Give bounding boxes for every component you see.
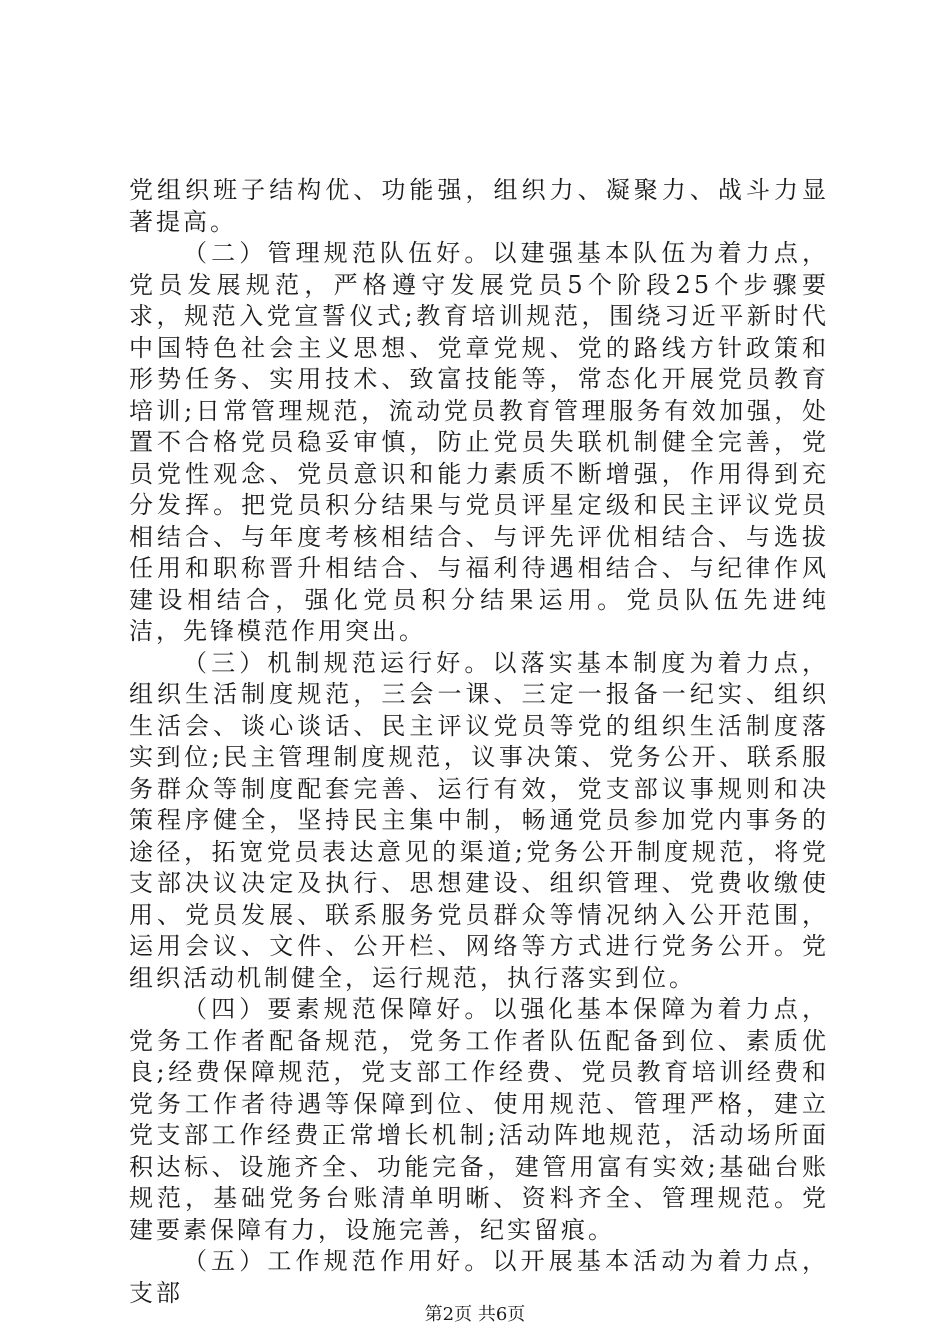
paragraph-1: 党组织班子结构优、功能强，组织力、凝聚力、战斗力显著提高。	[129, 176, 829, 236]
paragraph-3: （三）机制规范运行好。以落实基本制度为着力点，组织生活制度规范，三会一课、三定一报备一纪实、组织生活会、谈心谈话、民主评议党员等党的组织生活制度落实到位;民主管理制度规范，议事决策、党务公开、联系服务群众等制度配套完善、运行有效，党支部议事规则和决策程序健全，坚持民主集中制，畅通党员参加党内事务的途径，拓宽党员表达意见的渠道;党务公开制度规范，将党支部决议决定及执行、思想建设、组织管理、党费收缴使用、党员发展、联系服务党员群众等情况纳入公开范围，运用会议、文件、公开栏、网络等方式进行党务公开。党组织活动机制健全，运行规范，执行落实到位。	[129, 648, 829, 992]
page-footer: 第2页 共6页	[424, 1304, 526, 1325]
paragraph-2: （二）管理规范队伍好。以建强基本队伍为着力点，党员发展规范，严格遵守发展党员5个阶段25个步骤要求，规范入党宣誓仪式;教育培训规范，围绕习近平新时代中国特色社会主义思想、党章党规、党的路线方针政策和形势任务、实用技术、致富技能等，常态化开展党员教育培训;日常管理规范，流动党员教育管理服务有效加强，处置不合格党员稳妥审慎，防止党员失联机制健全完善，党员党性观念、党员意识和能力素质不断增强，作用得到充分发挥。把党员积分结果与党员评星定级和民主评议党员相结合、与年度考核相结合、与评先评优相结合、与选拔任用和职称晋升相结合、与福利待遇相结合、与纪律作风建设相结合，强化党员积分结果运用。党员队伍先进纯洁，先锋模范作用突出。	[129, 239, 829, 645]
paragraph-5: （五）工作规范作用好。以开展基本活动为着力点，支部	[129, 1247, 829, 1307]
document-body	[129, 175, 829, 1309]
paragraph-4: （四）要素规范保障好。以强化基本保障为着力点，党务工作者配备规范，党务工作者队伍配备到位、素质优良;经费保障规范，党支部工作经费、党员教育培训经费和党务工作者待遇等保障到位、使用规范、管理严格，建立党支部工作经费正常增长机制;活动阵地规范，活动场所面积达标、设施齐全、功能完备，建管用富有实效;基础台账规范，基础党务台账清单明晰、资料齐全、管理规范。党建要素保障有力，设施完善，纪实留痕。	[129, 995, 829, 1244]
